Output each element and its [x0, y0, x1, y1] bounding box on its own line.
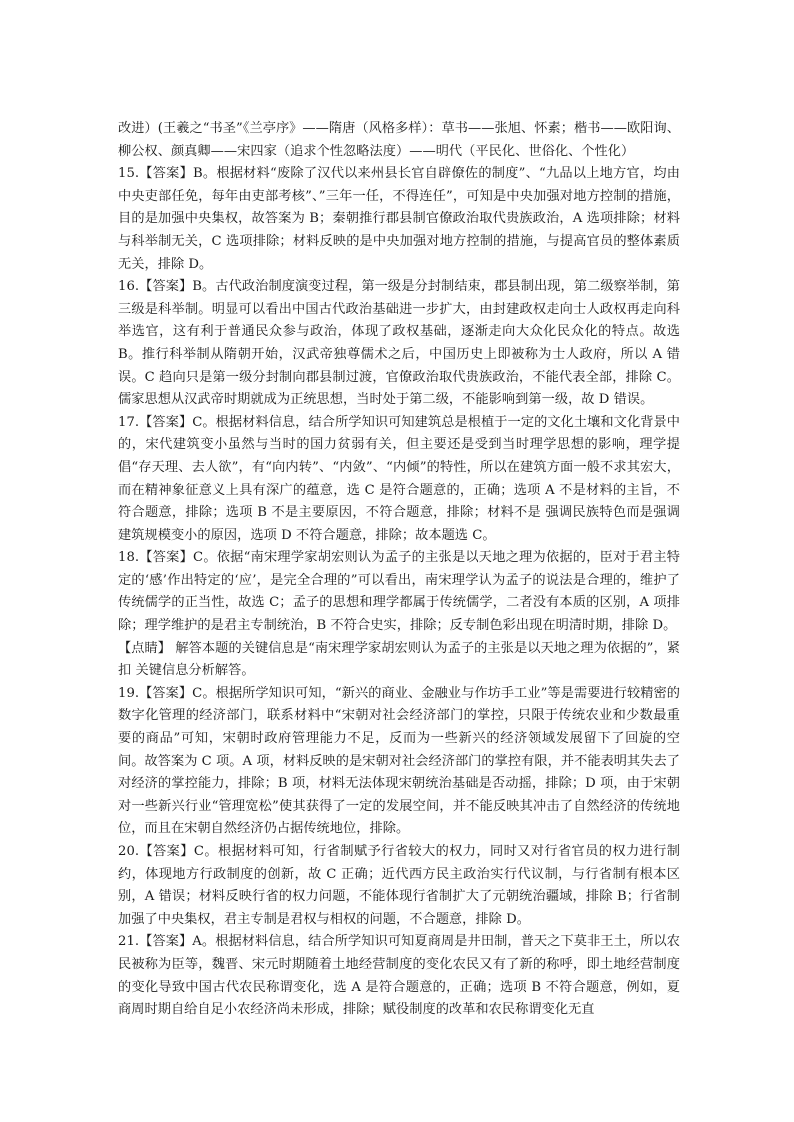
answer-17: 17.【答案】C。根据材料信息，结合所学知识可知建筑总是根植于一定的文化土壤和文化背景中的，宋代建筑变小虽然与当时的国力贫弱有关，但主要还是受到当时理学思想的影响，理学提倡“存天理、去人欲”，有“向内转”、“内敛”、“内倾”的特性，所以在建筑方面一般不求其宏大，而在精神象征意义上具有深广的蕴意，选 C 是符合题意的，正确；选项 A 不是材料的主旨，不符合题意，排除；选项 B 不是主要原因，不符合题意，排除；材料不是 强调民族特色而是强调建筑规模变小的原因，选项 D 不符合题意，排除；故本题选 C。: [118, 414, 680, 543]
tip-18: 【点睛】 解答本题的关键信息是“南宋理学家胡宏则认为孟子的主张是以天地之理为依据的”，紧扣 关键信息分析解答。: [118, 640, 680, 679]
answer-21: 21.【答案】A。根据材料信息，结合所学知识可知夏商周是井田制，普天之下莫非王土，所以农民被称为臣等，魏晋、宋元时期随着土地经营制度的变化农民又有了新的称呼，即土地经营制度的变化导致中国古代农民称谓变化，选 A 是符合题意的，正确；选项 B 不符合题意，例如，夏商周时期自给自足小农经济尚未形成，排除；赋役制度的改革和农民称谓变化无直: [118, 934, 680, 1018]
document-page: [118, 118, 680, 1022]
paragraph-calligraphy-continuation: 改进）(王羲之“书圣”《兰亭序》——隋唐（风格多样）：草书——张旭、怀素；楷书——欧阳询、柳公权、颜真卿——宋四家（追求个性忽略法度）——明代（平民化、世俗化、个性化）: [118, 121, 680, 159]
answer-16: 16.【答案】B。古代政治制度演变过程，第一级是分封制结束，郡县制出现，第二级察举制，第三级是科举制。明显可以看出中国古代政治基础进一步扩大，由封建政权走向士人政权再走向科举选官，这有利于普通民众参与政治，体现了政权基础，逐渐走向大众化民众化的特点。故选 B。推行科举制从隋朝开始，汉武帝独尊儒术之后，中国历史上即被称为士人政府，所以 A 错误。C 趋向只是第一级分封制向郡县制过渡，官僚政治取代贵族政治，不能代表全部，排除 C。儒家思想从汉武帝时期就成为正统思想，当时处于第二级，不能影响到第一级，故 D 错误。: [118, 279, 680, 408]
answer-19: 19.【答案】C。根据所学知识可知，“新兴的商业、金融业与作坊手工业”等是需要进行较精密的数字化管理的经济部门，联系材料中“宋朝对社会经济部门的掌控，只限于传统农业和少数最重要的商品”可知，宋朝时政府管理能力不足，反而为一些新兴的经济领域发展留下了回旋的空间。故答案为 C 项。A 项，材料反映的是宋朝对社会经济部门的掌控有限，并不能表明其失去了对经济的掌控能力，排除；B 项，材料无法体现宋朝统治基础是否动摇，排除；D 项，由于宋朝对一些新兴行业“管理宽松”使其获得了一定的发展空间，并不能反映其冲击了自然经济的传统地位，而且在宋朝自然经济仍占据传统地位，排除。: [118, 685, 680, 837]
answer-20: 20.【答案】C。根据材料可知，行省制赋予行省较大的权力，同时又对行省官员的权力进行制约，体现地方行政制度的创新，故 C 正确；近代西方民主政治实行代议制，与行省制有根本区别，A 错误；材料反映行省的权力问题，不能体现行省制扩大了元朝统治疆域，排除 B；行省制加强了中央集权，君主专制是君权与相权的问题，不合题意，排除 D。: [118, 844, 680, 927]
answer-18: 18.【答案】C。依据“南宋理学家胡宏则认为孟子的主张是以天地之理为依据的，臣对于君主特定的‘感’作出特定的‘应’，是完全合理的”可以看出，南宋理学认为孟子的说法是合理的，维护了传统儒学的正当性，故选 C；孟子的思想和理学都属于传统儒学，二者没有本质的区别，A 项排除；理学维护的是君主专制统治，B 不符合史实，排除；反专制色彩出现在明清时期，排除 D。: [118, 550, 680, 634]
answer-15: 15.【答案】B。根据材料“废除了汉代以来州县长官自辟僚佐的制度”、“九品以上地方官，均由中央吏部任免，每年由吏部考核”、”三年一任，不得连任”，可知是中央加强对地方控制的措施，目的是加强中央集权，故答案为 B；秦朝推行郡县制官僚政治取代贵族政治，A 选项排除；材料与科举制无关，C 选项排除；材料反映的是中央加强对地方控制的措施，与提高官员的整体素质无关，排除 D。: [118, 166, 680, 272]
